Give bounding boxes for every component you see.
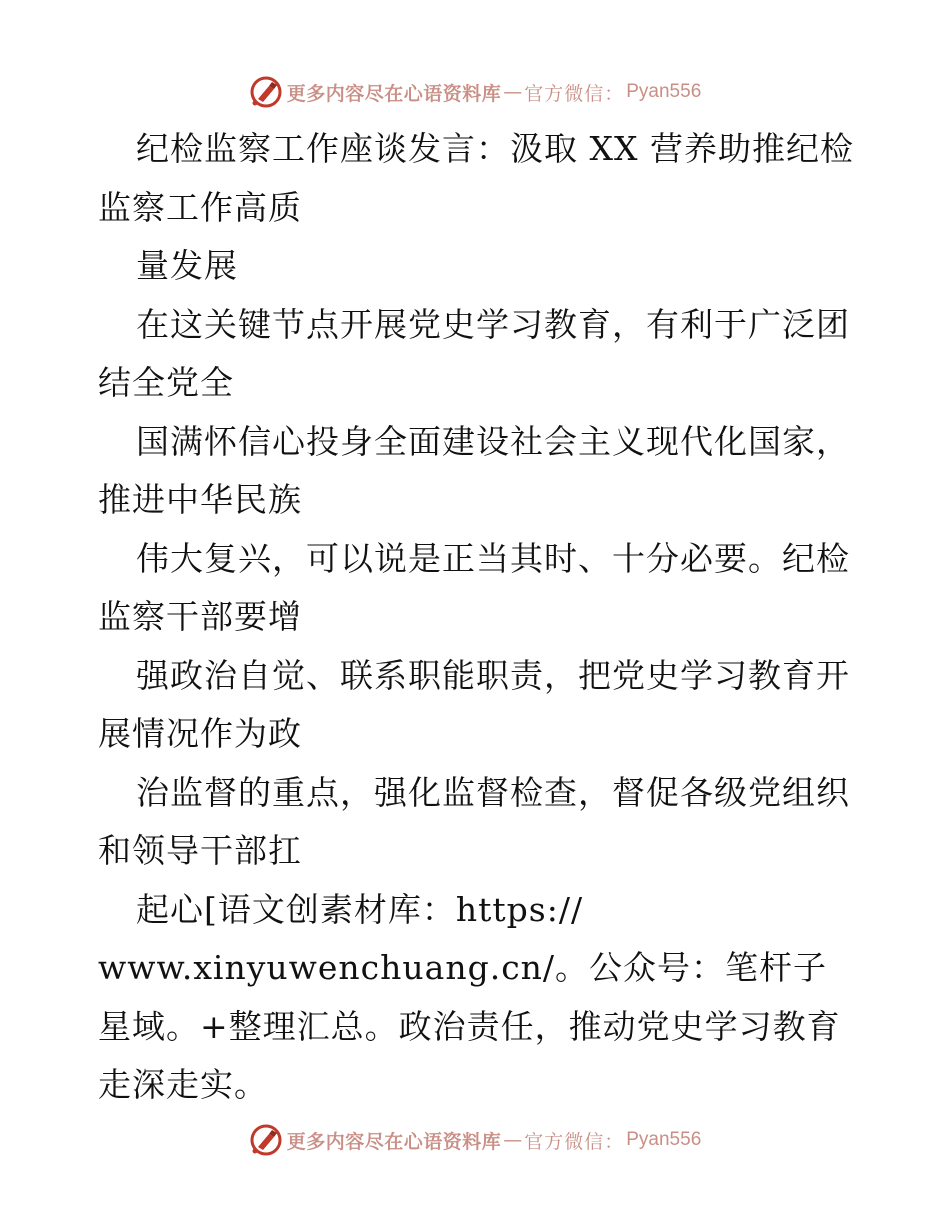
paragraph-4: 强政治自觉、联系职能职责，把党史学习教育开展情况作为政	[98, 655, 850, 753]
banner-separator: —	[503, 81, 523, 103]
banner-wechat-label: 官方微信：	[524, 82, 625, 105]
paragraph-2: 国满怀信心投身全面建设社会主义现代化国家，推进中华民族	[98, 421, 850, 519]
banner-wechat-label: 官方微信：	[524, 1130, 625, 1153]
paragraph-title: 纪检监察工作座谈发言：汲取 XX 营养助推纪检监察工作高质	[98, 129, 854, 227]
pen-nib-logo-icon	[249, 75, 283, 109]
banner-wechat-id: Pyan556	[626, 1129, 702, 1150]
banner-main-text: 更多内容尽在心语资料库	[286, 82, 502, 105]
header-banner	[0, 72, 950, 112]
pen-nib-logo-icon	[249, 1123, 283, 1157]
paragraph-5: 治监督的重点，强化监督检查，督促各级党组织和领导干部扛	[98, 772, 850, 870]
paragraph-3: 伟大复兴，可以说是正当其时、十分必要。纪检监察干部要增	[98, 538, 850, 636]
paragraph-6: 起心[语文创素材库：https://	[136, 889, 584, 929]
banner-main-text: 更多内容尽在心语资料库	[286, 1130, 502, 1153]
document-body	[98, 120, 858, 1115]
footer-banner	[0, 1120, 950, 1160]
banner-wechat-id: Pyan556	[626, 81, 702, 102]
paragraph-1: 在这关键节点开展党史学习教育，有利于广泛团结全党全	[98, 304, 850, 402]
paragraph-title-cont: 量发展	[136, 246, 238, 285]
banner-separator: —	[503, 1129, 523, 1151]
paragraph-7: www.xinyuwenchuang.cn/。公众号：笔杆子星域。+整理汇总。政治责任，推动党史学习教育走深走实。	[98, 948, 841, 1104]
